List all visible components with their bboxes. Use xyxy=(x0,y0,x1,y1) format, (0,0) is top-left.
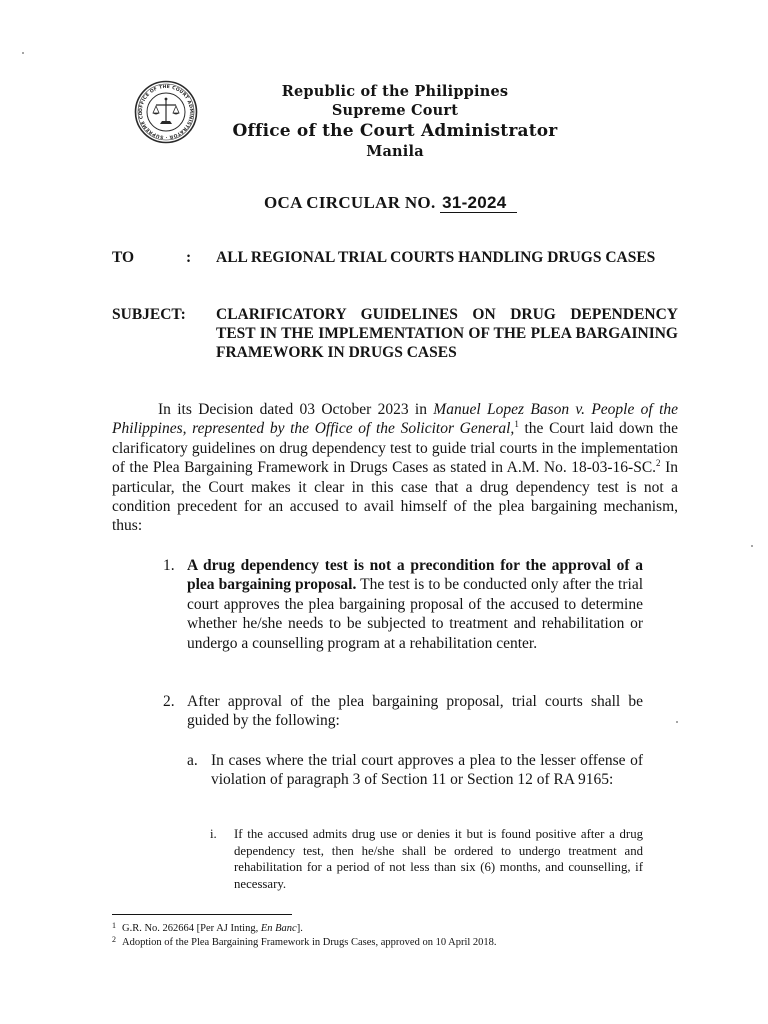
scan-speck xyxy=(676,721,678,723)
letterhead-republic: Republic of the Philippines xyxy=(281,83,509,100)
subject-field xyxy=(112,305,678,383)
item-2a-letter: a. xyxy=(187,752,198,769)
circular-prefix: OCA CIRCULAR NO. xyxy=(264,193,436,212)
to-label: TO xyxy=(112,249,135,266)
footnote-1-mark: 1 xyxy=(112,921,116,930)
item-2a-text: In cases where the trial court approves a plea to the lesser offense of violation of paragraph 3 of Section 11 or Section 12 of RA 9165: xyxy=(211,752,643,789)
intro-text-3: In particular, the Court makes it clear in this case that a drug dependency test is not a condition precedent for an accused to avail himself of the plea bargaining mechanism, thus: xyxy=(112,459,678,535)
item-1-body xyxy=(187,556,643,653)
seal-text: OFFICE OF THE COURT ADMINISTRATOR · SUPREME CO xyxy=(138,84,194,140)
to-field xyxy=(112,248,678,288)
footnote-2-mark: 2 xyxy=(112,935,116,944)
item-2a-i-text: If the accused admits drug use or denies it but is found positive after a drug dependency test, then he/she shall be ordered to undergo treatment and rehabilitation for a period of not less than six (6) months, and counselling, if necessary. xyxy=(234,827,643,891)
list-item-2a xyxy=(187,751,643,811)
scan-speck xyxy=(751,545,753,547)
letterhead xyxy=(230,82,560,161)
letterhead-manila: Manila xyxy=(366,143,424,160)
case-title: Manuel Lopez Bason v. People of the Philippines, represented by the Office of the Solicitor General, xyxy=(112,401,678,438)
item-1-text: The test is to be conducted only after the trial court approves the plea bargaining proposal of the accused to determine whether he/she needs to be subjected to treatment and rehabilitation or undergo a counselling program at a rehabilitation center. xyxy=(187,576,644,652)
footnote-divider xyxy=(112,914,292,915)
letterhead-oca: Office of the Court Administrator xyxy=(232,121,558,141)
court-seal-icon xyxy=(134,80,198,144)
circular-title xyxy=(264,193,517,213)
subject-value: CLARIFICATORY GUIDELINES ON DRUG DEPENDENCY TEST IN THE IMPLEMENTATION OF THE PLEA BARGAINING FRAMEWORK IN DRUGS CASES xyxy=(216,306,678,361)
to-colon: : xyxy=(186,249,192,266)
intro-text-1: In its Decision dated 03 October 2023 in xyxy=(158,401,434,418)
list-item-1 xyxy=(163,556,643,676)
intro-paragraph xyxy=(112,400,678,536)
item-2a-i-numeral: i. xyxy=(210,827,217,841)
intro-text-2: the Court laid down the clarificatory guidelines on drug dependency test to guide trial courts in the implementation of the Plea Bargaining Framework in Drugs Cases as stated in A.M. No. 18-03-16-SC. xyxy=(112,420,679,477)
list-item-2a-i xyxy=(210,826,643,894)
letterhead-supreme-court: Supreme Court xyxy=(331,102,459,119)
to-value: ALL REGIONAL TRIAL COURTS HANDLING DRUGS CASES xyxy=(216,249,656,266)
item-1-bold: A drug dependency test is not a precondition for the approval of a plea bargaining proposal. xyxy=(187,557,643,594)
circular-number: 31-2024 xyxy=(440,193,517,213)
footnote-2-text: Adoption of the Plea Bargaining Framework in Drugs Cases, approved on 10 April 2018. xyxy=(122,937,497,948)
scan-speck xyxy=(22,52,24,54)
list-item-2 xyxy=(163,692,643,734)
item-1-number: 1. xyxy=(163,557,175,574)
subject-label: SUBJECT: xyxy=(112,306,186,323)
footnote-1-text-a: G.R. No. 262664 [Per AJ Inting, xyxy=(122,923,261,934)
footnote-1-text-b: ]. xyxy=(296,923,303,934)
footnote-1-emphasis: En Banc xyxy=(260,923,297,934)
footnote-ref-2[interactable]: 2 xyxy=(656,458,661,469)
footnote-1 xyxy=(112,922,303,935)
item-2-number: 2. xyxy=(163,693,175,710)
footnote-ref-1[interactable]: 1 xyxy=(514,419,519,430)
item-2-text: After approval of the plea bargaining proposal, trial courts shall be guided by the following: xyxy=(187,693,643,730)
footnote-2 xyxy=(112,936,497,949)
